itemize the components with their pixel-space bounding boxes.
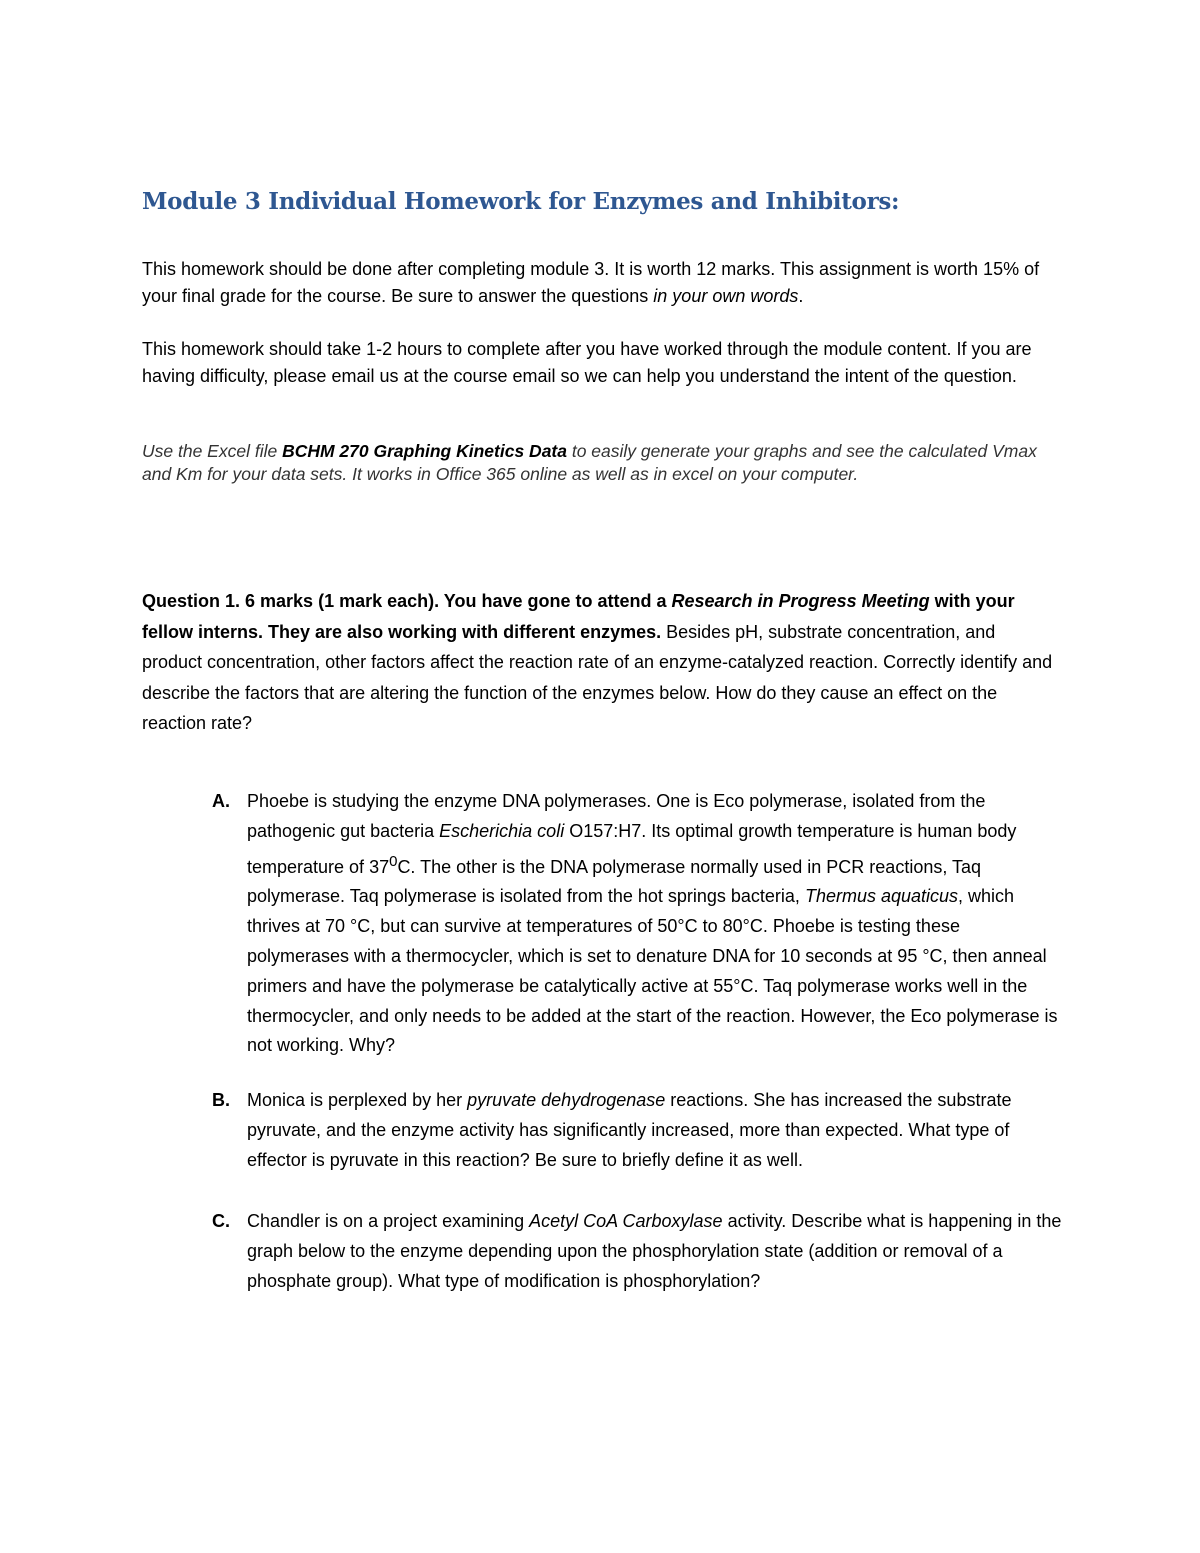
question-1 — [142, 586, 1057, 739]
part-c-text-1: Chandler is on a project examining — [247, 1211, 530, 1231]
part-b-enzyme: pyruvate dehydrogenase — [467, 1090, 666, 1110]
question-1-heading-a: Question 1. 6 marks (1 mark each). You have gone to attend a — [142, 591, 672, 611]
part-b-text-1: Monica is perplexed by her — [247, 1090, 468, 1110]
intro-p1-emphasis: in your own words — [653, 285, 799, 306]
part-a-text-4: , which thrives at 70 °C, but can survive at temperatures of 50°C to 80°C. Phoebe is testing these polymerases with a thermocycler, which is set to denature DNA for 10 seconds at 95 °C, then anneal primers and have the polymerase be catalytically active at 55°C. Taq polymerase works well in the thermocycler, and only needs to be added at the start of the reaction. However, the Eco polymerase is not working. Why? — [247, 886, 1058, 1056]
part-c-text-2: activity. Describe what is happening in the graph below to the enzyme depending upon the phosphorylation state (addition or removal of a phosphate group). What type of modification is phosphorylation? — [247, 1211, 1062, 1291]
intro-p1-text-a: This homework should be done after completing module 3. It is worth 12 marks. This assignment is worth 15% of your final grade for the course. Be sure to answer the questions — [142, 259, 1040, 306]
excel-note-text-a: Use the Excel file — [142, 441, 283, 461]
part-a-text — [247, 787, 1062, 1061]
excel-note-text-b: to easily generate your graphs and see the calculated Vmax and Km for your data sets. It works in Office 365 online as well as in excel on your computer. — [142, 441, 1037, 484]
page-title: Module 3 Individual Homework for Enzymes and Inhibitors: — [142, 188, 900, 215]
question-1-part-a — [212, 787, 1062, 1061]
part-a-text-3: C. The other is the DNA polymerase normally used in PCR reactions, Taq polymerase. Taq polymerase is isolated from the hot springs bacteria, — [247, 856, 982, 907]
part-b-text-2: reactions. She has increased the substrate pyruvate, and the enzyme activity has significantly increased, more than expected. What type of effector is pyruvate in this reaction? Be sure to briefly define it as well. — [247, 1090, 1012, 1170]
intro-paragraph-2: This homework should take 1-2 hours to complete after you have worked through the module content. If you are having difficulty, please email us at the course email so we can help you understand the intent of the question. — [142, 339, 1032, 386]
excel-file-name: BCHM 270 Graphing Kinetics Data — [282, 441, 567, 461]
part-c-text — [247, 1207, 1062, 1296]
part-b-label: B. — [212, 1090, 230, 1110]
part-a-species-1: Escherichia coli — [439, 820, 565, 841]
intro-p1-text-b: . — [798, 285, 804, 306]
part-a-text-2: O157:H7. Its optimal growth temperature is human body temperature of 37 — [247, 820, 1017, 877]
part-b-text — [247, 1086, 1062, 1175]
part-a-species-2: Thermus aquaticus — [804, 886, 959, 907]
question-1-heading-b: with your fellow interns. They are also working with different enzymes. — [142, 591, 1015, 642]
part-a-text-1: Phoebe is studying the enzyme DNA polymerases. One is Eco polymerase, isolated from the pathogenic gut bacteria — [247, 791, 986, 841]
excel-file-note — [142, 440, 1062, 486]
part-c-label: C. — [212, 1211, 230, 1231]
question-1-text: Besides pH, substrate concentration, and product concentration, other factors affect the reaction rate of an enzyme-catalyzed reaction. Correctly identify and describe the factors that are altering the function of the enzymes below. How do they cause an effect on the reaction rate? — [142, 621, 1053, 733]
intro-paragraph-1 — [142, 256, 1062, 309]
part-a-label: A. — [212, 791, 230, 811]
question-1-heading-emphasis: Research in Progress Meeting — [671, 591, 930, 611]
question-1-part-b — [212, 1086, 1062, 1175]
question-1-part-c — [212, 1207, 1062, 1296]
part-a-superscript: 0 — [389, 852, 398, 870]
part-c-enzyme: Acetyl CoA Carboxylase — [529, 1211, 723, 1231]
